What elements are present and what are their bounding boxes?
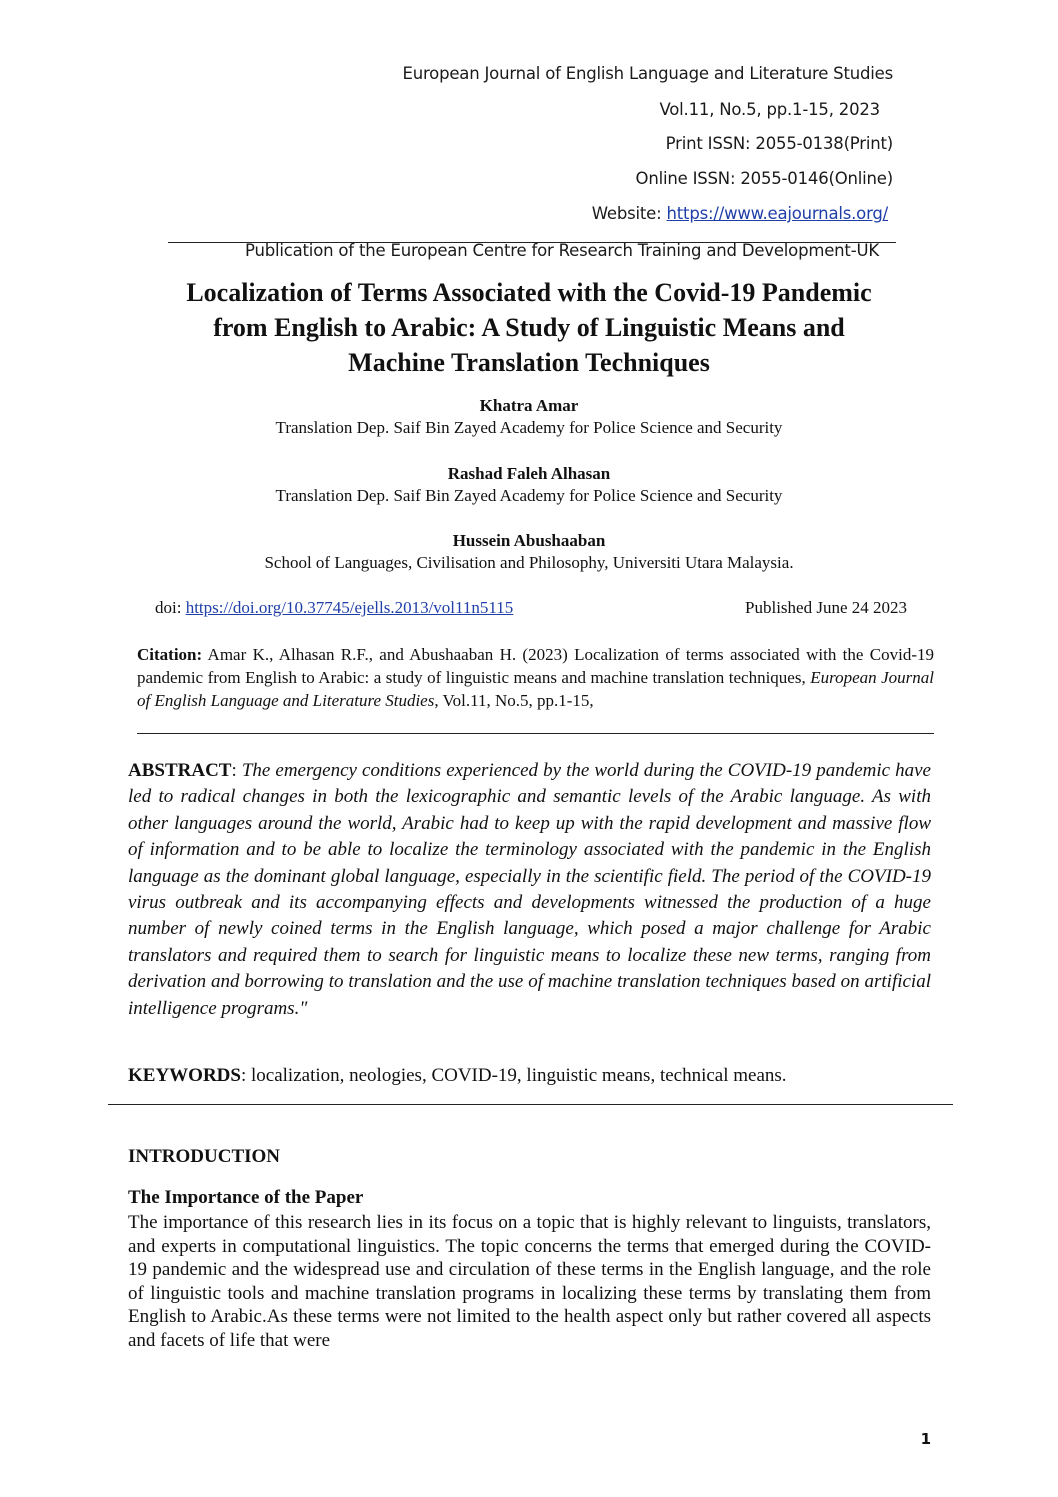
citation-label: Citation: [137, 645, 203, 664]
print-issn: Print ISSN: 2055-0138(Print) [665, 134, 893, 153]
keywords-label: KEYWORDS [128, 1065, 241, 1086]
keywords-text: : localization, neologies, COVID-19, linguistic means, technical means. [240, 1065, 787, 1086]
subsection-heading: The Importance of the Paper [128, 1187, 364, 1208]
citation-journal: European Journal of English Language and Literature Studies [137, 668, 934, 710]
author-affiliation: School of Languages, Civilisation and Philosophy, Universiti Utara Malaysia. [264, 553, 794, 572]
author-affiliation: Translation Dep. Saif Bin Zayed Academy for Police Science and Security [275, 418, 783, 437]
citation [137, 643, 934, 712]
website-line [592, 204, 888, 223]
author-affiliation: Translation Dep. Saif Bin Zayed Academy for Police Science and Security [275, 486, 783, 505]
paper-title [100, 275, 958, 380]
citation-tail: , Vol.11, No.5, pp.1-15, [434, 691, 594, 710]
doi [155, 598, 513, 618]
citation-divider [137, 733, 934, 734]
section-heading: INTRODUCTION [128, 1146, 281, 1167]
website-link[interactable]: https://www.eajournals.org/ [666, 204, 888, 223]
abstract-label: ABSTRACT [128, 760, 232, 781]
doi-label: doi: [155, 598, 186, 617]
title-line-3: Machine Translation Techniques [348, 348, 710, 377]
keywords-divider [108, 1104, 953, 1105]
title-line-1: Localization of Terms Associated with the Covid-19 Pandemic [186, 278, 872, 307]
abstract-text: The emergency conditions experienced by the world during the COVID-19 pandemic have led to radical changes in both the lexicographic and semantic levels of the Arabic language. As with other languages around the world, Arabic had to keep up with the rapid development and massive flow of information and to be able to localize the terminology associated with the pandemic in the English language as the dominant global language, especially in the scientific field. The period of the COVID-19 virus outbreak and its accompanying effects and developments witnessed the production of a huge number of newly coined terms in the English language, which posed a major challenge for Arabic translators and required them to search for linguistic means to localize these new terms, ranging from derivation and borrowing to translation and the use of machine translation techniques based on artificial intelligence programs." [128, 760, 931, 1019]
website-label: Website: [591, 204, 667, 223]
author-name: Khatra Amar [479, 396, 579, 415]
abstract [128, 758, 931, 1022]
doi-row [155, 598, 907, 620]
title-line-2: from English to Arabic: A Study of Linguistic Means and [213, 313, 845, 342]
introduction-paragraph: The importance of this research lies in its focus on a topic that is highly relevant to linguists, translators, and experts in computational linguistics. The topic concerns the terms that emerged during the COVID-19 pandemic and the widespread use and circulation of these terms in the English language, and the role of linguistic tools and machine translation programs in localizing these terms by translating them from English to Arabic.As these terms were not limited to the health aspect only but rather covered all aspects and facets of life that were [128, 1212, 931, 1351]
publisher-line: Publication of the European Centre for Research Training and Development-UK [245, 241, 879, 260]
doi-link[interactable]: https://doi.org/10.37745/ejells.2013/vol11n5115 [185, 598, 514, 617]
volume-info: Vol.11, No.5, pp.1-15, 2023 [659, 100, 880, 119]
published-date: Published June 24 2023 [745, 598, 907, 617]
keywords [128, 1065, 787, 1087]
citation-text: Amar K., Alhasan R.F., and Abushaaban H. (2023) Localization of terms associated with the Covid-19 pandemic from English to Arabic: a study of linguistic means and machine translation techniques, [137, 645, 934, 687]
page-number: 1 [920, 1430, 931, 1448]
abstract-colon: : [231, 760, 242, 781]
online-issn: Online ISSN: 2055-0146(Online) [635, 169, 893, 188]
journal-name: European Journal of English Language and Literature Studies [402, 64, 893, 83]
author-name: Rashad Faleh Alhasan [447, 464, 611, 483]
author-name: Hussein Abushaaban [452, 531, 606, 550]
